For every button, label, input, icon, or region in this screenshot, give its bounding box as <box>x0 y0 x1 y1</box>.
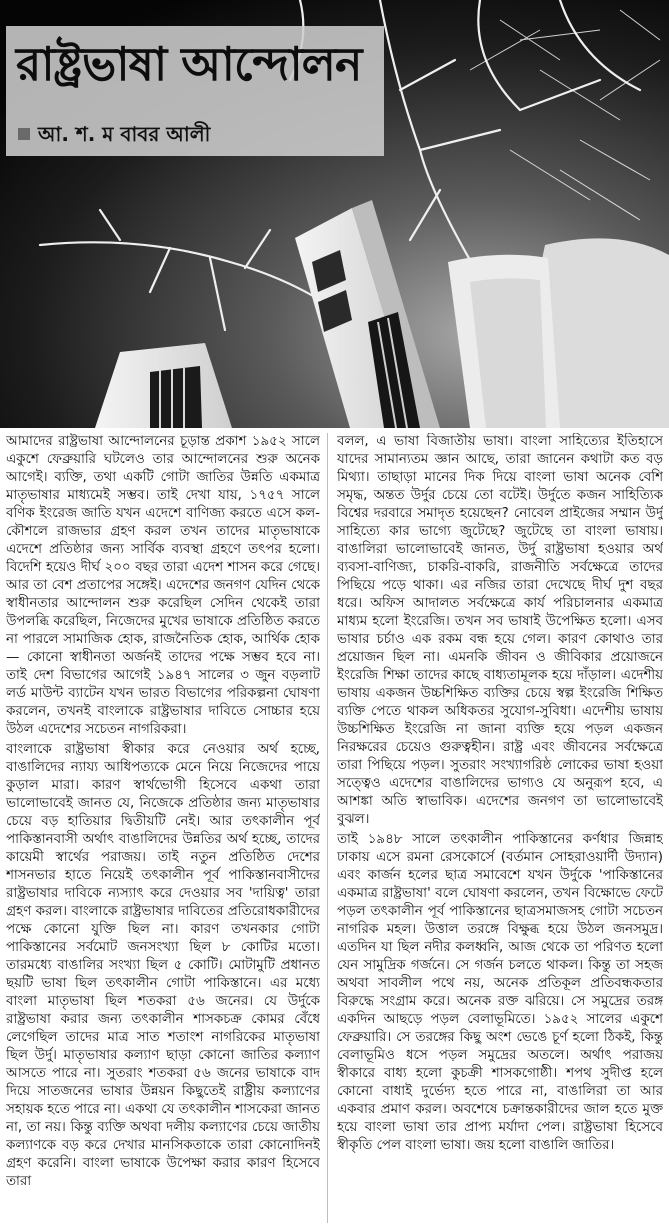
paragraph: তাই ১৯৪৮ সালে তৎকালীন পাকিস্তানের কর্ণধার জিন্নাহ ঢাকায় এসে রমনা রেসকোর্সে (বর্তমান সোহরাওয়ার্দী উদ্যান) এবং কার্জন হলের ছাত্র সমাবেশে যখন উর্দুকে 'পাকিস্তানের একমাত্র রাষ্ট্রভাষা' বলে ঘোষণা করলেন, তখন বিক্ষোভে ফেটে পড়ল তৎকালীন পূর্ব পাকিস্তানের ছাত্রসমাজসহ গোটা সচেতন নাগরিক মহল। উত্তাল তরঙ্গে বিক্ষুব্ধ হয়ে উঠল জনসমুদ্র। এতদিন যা ছিল নদীর কলধ্বনি, আজ থেকে তা পরিণত হলো যেন সামুদ্রিক গর্জনে। সে গর্জন চলতে থাকল। কিন্তু তা সহজ অথবা সাবলীল পথে নয়, অনেক প্রতিকূল প্রতিবন্ধকতার বিরুদ্ধে সংগ্রাম করে। অনেক রক্ত ঝরিয়ে। সে সমুদ্রের তরঙ্গ একদিন আছড়ে পড়ল বেলাভূমিতে। ১৯৫২ সালের একুশে ফেব্রুয়ারি। সে তরঙ্গের কিছু অংশ ভেঙে চূর্ণ হলো ঠিকই, কিন্তু বেলাভূমিও ধসে পড়ল সমুদ্রের অতলে। অর্থাৎ পরাজয় স্বীকারে বাধ্য হলো কুচক্রী শাসকগোষ্ঠী। শপথ সুদীপ্ত হলে কোনো বাধাই দুর্ভেদ্য হতে পারে না, বাঙালিরা তা আর একবার প্রমাণ করল। অবশেষে চক্রান্তকারীদের জাল হতে মুক্ত হয়ে বাংলা ভাষা তার প্রাপ্য মর্যাদা পেল। রাষ্ট্রভাষা হিসেবে স্বীকৃতি পেল বাংলা ভাষা। জয় হলো বাঙালি জাতির। <box>337 832 663 1153</box>
paragraph: বলল, এ ভাষা বিজাতীয় ভাষা। বাংলা সাহিত্যের ইতিহাসে যাদের সামান্যতম জ্ঞান আছে, তারা জানেন কথাটা কত বড় মিথ্যা। তাছাড়া মানের দিক দিয়ে বাংলা ভাষা অনেক বেশি সমৃদ্ধ, অন্তত উর্দুর চেয়ে তো বটেই। উর্দুতে কজন সাহিত্যিক বিশ্বের দরবারে সমাদৃত হয়েছেন? নোবেল প্রাইজের সম্মান উর্দু সাহিত্যে কার ভাগ্যে জুটেছে? জুটেছে তা বাংলা ভাষায়। বাঙালিরা ভালোভাবেই জানত, উর্দু রাষ্ট্রভাষা হওয়ার অর্থ ব্যবসা-বাণিজ্য, চাকরি-বাকরি, রাজনীতি সর্বক্ষেত্রে তাদের পিছিয়ে পড়ে থাকা। এর নজির তারা দেখেছে দীর্ঘ দুশ বছর ধরে। অফিস আদালত সর্বক্ষেত্রে কার্য পরিচালনার একমাত্র মাধ্যম হলো ইংরেজি। তখন সব ভাষাই উপেক্ষিত হলো। এসব ভাষার চর্চাও এক রকম বন্ধ হয়ে গেল। কারণ কোথাও তার প্রয়োজন ছিল না। এমনকি জীবন ও জীবিকার প্রয়োজনে ইংরেজি শিক্ষা তাদের কাছে বাধ্যতামূলক হয়ে দাঁড়াল। এদেশীয় ভাষায় একজন উচ্চশিক্ষিত ব্যক্তির চেয়ে স্বল্প ইংরেজি শিক্ষিত ব্যক্তি পেতে থাকল অধিকতর সুযোগ-সুবিধা। এদেশীয় ভাষায় উচ্চশিক্ষিত ইংরেজি না জানা ব্যক্তি হয়ে পড়ল একজন নিরক্ষরের চেয়েও গুরুত্বহীন। রাষ্ট্র এবং জীবনের সর্বক্ষেত্রে তারা পিছিয়ে পড়ল। সুতরাং সংখ্যাগরিষ্ঠ লোকের ভাষা হওয়া সত্ত্বেও এদেশের বাঙালিদের ভাগ্যও যে অনুরূপ হবে, এ আশঙ্কা অতি স্বাভাবিক। এদেশের জনগণ তা ভালোভাবেই বুঝল। <box>337 434 663 827</box>
bullet-square-icon <box>18 128 30 140</box>
author-byline <box>18 120 378 148</box>
paragraph: আমাদের রাষ্ট্রভাষা আন্দোলনের চূড়ান্ত প্রকাশ ১৯৫২ সালে একুশে ফেব্রুয়ারি ঘটলেও তার আন্দোলনের শুরু অনেক আগেই। ব্যক্তি, তথা একটি গোটা জাতির উন্নতি একমাত্র মাতৃভাষার মাধ্যমেই সম্ভব। তাই দেখা যায়, ১৭৫৭ সালে বণিক ইংরেজ জাতি যখন এদেশে বাণিজ্য করতে এসে কল-কৌশলে রাজভার গ্রহণ করল তখন তাদের মাতৃভাষাকে এদেশে প্রতিষ্ঠার জন্য সার্বিক ব্যবস্থা গ্রহণে তৎপর হলো। বিদেশি হয়েও দীর্ঘ ২০০ বছর তারা এদেশ শাসন করে গেছে। আর তা বেশ প্রতাপের সঙ্গেই। এদেশের জনগণ যেদিন থেকে স্বাধীনতার আন্দোলন শুরু করেছিল সেদিন থেকেই তারা উপলব্ধি করেছিল, নিজেদের মুখের ভাষাকে প্রতিষ্ঠিত করতে না পারলে সামাজিক হোক, রাজনৈতিক হোক, আর্থিক হোক— কোনো স্বাধীনতা অর্জনই তাদের পক্ষে সম্ভব হবে না। তাই দেশ বিভাগের আগেই ১৯৪৭ সালের ৩ জুন বড়লাট লর্ড মাউন্ট ব্যাটেন যখন ভারত বিভাগের পরিকল্পনা ঘোষণা করলেন, তখনই বাংলাকে রাষ্ট্রভাষার দাবিতে সোচ্চার হয়ে উঠল এদেশের সচেতন নাগরিকরা। <box>6 434 320 737</box>
paragraph: বাংলাকে রাষ্ট্রভাষা স্বীকার করে নেওয়ার অর্থ হচ্ছে, বাঙালিদের ন্যায্য আধিপত্যকে মেনে নিয়ে নিজেদের পায়ে কুড়াল মারা। কারণ স্বার্থভোগী হিসেবে একথা তারা ভালোভাবেই জানত যে, নিজেকে প্রতিষ্ঠার জন্য মাতৃভাষার চেয়ে বড় হাতিয়ার দ্বিতীয়টি নেই। আর তৎকালীন পূর্ব পাকিস্তানবাসী অর্থাৎ বাঙালিদের উন্নতির অর্থ হচ্ছে, তাদের কায়েমী স্বার্থের পরাজয়। তাই নতুন প্রতিষ্ঠিত দেশের শাসনভার হাতে নিয়েই তৎকালীন পূর্ব পাকিস্তানবাসীদের রাষ্ট্রভাষার দাবিকে ন্যস্যাৎ করে দেওয়ার সব 'দায়িত্ব' তারা গ্রহণ করল। বাংলাকে রাষ্ট্রভাষার দাবিতের প্রতিরোধকারীদের পক্ষে কোনো যুক্তি ছিল না। কারণ তখনকার গোটা পাকিস্তানের সর্বমোট জনসংখ্যা ছিল ৮ কোটির মতো। তারমধ্যে বাঙালির সংখ্যা ছিল ৫ কোটি। মোটামুটি প্রধানত ছয়টি ভাষা ছিল তৎকালীন গোটা পাকিস্তানে। এর মধ্যে বাংলা মাতৃভাষা ছিল শতকরা ৫৬ জনের। যে উর্দুকে রাষ্ট্রভাষা করার জন্য তৎকালীন শাসকচক্র কোমর বেঁধে লেগেছিল তাদের মাত্র সাত শতাংশ নাগরিকের মাতৃভাষা ছিল উর্দু। মাতৃভাষার কল্যাণ ছাড়া কোনো জাতির কল্যাণ আসতে পারে না। সুতরাং শতকরা ৫৬ জনের ভাষাকে বাদ দিয়ে সাতজনের ভাষার উন্নয়ন কিছুতেই রাষ্ট্রীয় কল্যাণের সহায়ক হতে পারে না। একথা যে তৎকালীন শাসকেরা জানত না, তা নয়। কিন্তু ব্যক্তি অথবা দলীয় কল্যাণের চেয়ে জাতীয় কল্যাণকে বড় করে দেখার মানসিকতাকে তারা কোনোদিনই গ্রহণ করেনি। বাংলা ভাষাকে উপেক্ষা করার কারণ হিসেবে তারা <box>6 742 320 1189</box>
left-column <box>6 433 320 1225</box>
author-name: আ. শ. ম বাবর আলী <box>38 122 211 146</box>
right-column <box>337 433 663 1225</box>
column-divider <box>327 433 328 1223</box>
article-title: রাষ্ট্রভাষা আন্দোলন <box>16 37 362 91</box>
